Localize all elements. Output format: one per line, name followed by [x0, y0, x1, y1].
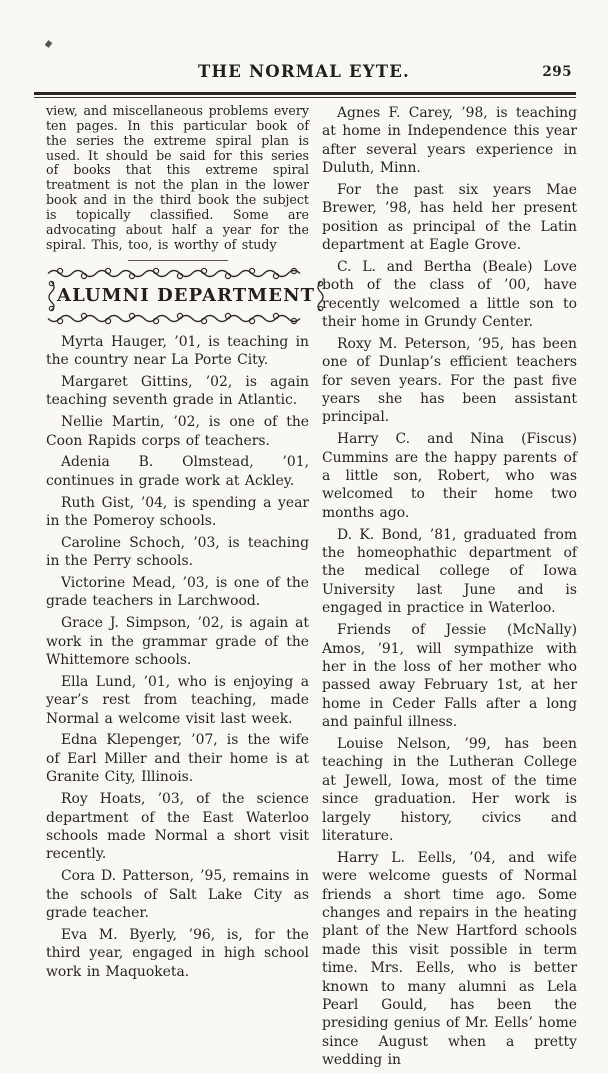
left-column: [46, 102, 316, 1073]
alumni-entry: Ruth Gist, ’04, is spending a year in the Pomeroy schools.: [46, 494, 309, 530]
alumni-entry: Grace J. Simpson, ’02, is again at work in the grammar grade of the Whittemore schools.: [46, 615, 309, 669]
scroll-ornament-bottom-icon: [46, 312, 302, 325]
alumni-box-title-row: [46, 280, 316, 312]
alumni-entry: D. K. Bond, ’81, graduated from the homeophathic department of the medical college of Iowa University last June and is engaged in practice in Waterloo.: [322, 526, 577, 617]
alumni-entry: Myrta Hauger, ’01, is teaching in the country near La Porte City.: [46, 333, 309, 369]
book-review-continuation-paragraph: view, and miscellaneous problems every ten pages. In this particular book of the series the extreme spiral plan is used. It should be said for this series of books that this extreme spiral treatment is not the plan in the lower book and in the third book the subject is topically classified. Some are advocating about half a year for the spiral. This, too, is worthy of study: [46, 102, 309, 252]
page-number: 295: [542, 64, 572, 80]
alumni-entry: Roy Hoats, ’03, of the science department of the East Waterloo schools made Normal a short visit recently.: [46, 791, 309, 863]
publication-title: THE NORMAL EYTE.: [198, 62, 410, 81]
right-column-entries: [322, 104, 577, 1070]
right-column: [322, 104, 577, 1073]
section-title: ALUMNI DEPARTMENT: [57, 285, 316, 307]
alumni-entry: Edna Klepenger, ’07, is the wife of Earl Miller and their home is at Granite City, Illinois.: [46, 732, 309, 786]
scroll-ornament-left-icon: [46, 280, 57, 312]
alumni-entry: Margaret Gittins, ’02, is again teaching seventh grade in Atlantic.: [46, 374, 309, 409]
left-column-entries: [46, 333, 309, 981]
alumni-entry: Louise Nelson, ’99, has been teaching in the Lutheran College at Jewell, Iowa, most of the time since graduation. Her work is largely history, civics and literature.: [322, 735, 577, 844]
alumni-entry: Friends of Jessie (McNally) Amos, ’91, will sympathize with her in the loss of her mother who passed away February 1st, at her home in Ceder Falls after a long and painful illness.: [322, 622, 577, 731]
alumni-department-box: [46, 267, 316, 325]
alumni-entry: Roxy M. Peterson, ’95, has been one of Dunlap’s efficient teachers for seven years. For the past five years she has been assistant principal.: [322, 335, 577, 426]
alumni-entry: Harry C. and Nina (Fiscus) Cummins are the happy parents of a little son, Robert, who was welcomed to their home two months ago.: [322, 431, 577, 521]
alumni-entry: Agnes F. Carey, ’98, is teaching at home in Independence this year after several years experience in Duluth, Minn.: [322, 104, 577, 176]
alumni-entry: Eva M. Byerly, ’96, is, for the third year, engaged in high school work in Maquoketa.: [46, 926, 309, 980]
alumni-entry: Victorine Mead, ’03, is one of the grade teachers in Larchwood.: [46, 575, 309, 610]
section-divider-rule: [128, 260, 228, 261]
alumni-entry: Cora D. Patterson, ’95, remains in the schools of Salt Lake City as grade teacher.: [46, 868, 309, 921]
header-rule-thick: [34, 92, 576, 95]
scroll-ornament-top-icon: [46, 267, 302, 280]
alumni-entry: For the past six years Mae Brewer, ’98, has held her present position as principal of the Latin department at Eagle Grove.: [322, 181, 577, 254]
alumni-entry: C. L. and Bertha (Beale) Love both of the class of ’00, have recently welcomed a little son to their home in Grundy Center.: [322, 258, 577, 331]
masthead: [0, 0, 608, 88]
alumni-entry: Nellie Martin, ’02, is one of the Coon Rapids corps of teachers.: [46, 414, 309, 449]
alumni-entry: Harry L. Eells, ’04, and wife were welcome guests of Normal friends a short time ago. Some changes and repairs in the heating plant of the New Hartford schools made this visit possible in term time. Mrs. Eells, who is better known to many alumni as Lela Pearl Gould, has been the presiding genius of Mr. Eells’ home since August when a pretty wedding in: [322, 849, 577, 1069]
alumni-entry: Ella Lund, ’01, who is enjoying a year’s rest from teaching, made Normal a welcome visit last week.: [46, 673, 309, 727]
two-column-layout: [0, 98, 608, 1073]
alumni-entry: Adenia B. Olmstead, ’01, continues in grade work at Ackley.: [46, 454, 309, 489]
alumni-entry: Caroline Schoch, ’03, is teaching in the Perry schools.: [46, 534, 309, 570]
